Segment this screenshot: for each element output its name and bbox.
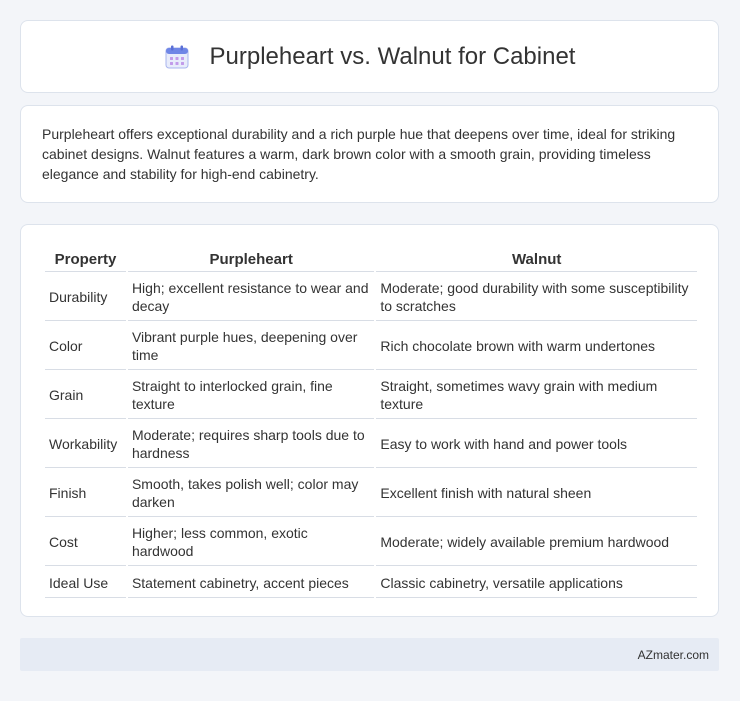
table-row bbox=[45, 470, 697, 517]
footer-site-link[interactable]: AZmater.com bbox=[637, 647, 709, 662]
walnut-cell: Easy to work with hand and power tools bbox=[376, 421, 697, 468]
property-cell: Cost bbox=[45, 519, 126, 566]
footer bbox=[20, 638, 719, 671]
purpleheart-cell: Vibrant purple hues, deepening over time bbox=[128, 323, 374, 370]
walnut-cell: Classic cabinetry, versatile applications bbox=[376, 568, 697, 598]
purpleheart-cell: Statement cabinetry, accent pieces bbox=[128, 568, 374, 598]
purpleheart-cell: Smooth, takes polish well; color may darken bbox=[128, 470, 374, 517]
column-header-property: Property bbox=[45, 247, 126, 272]
calendar-icon bbox=[164, 44, 190, 70]
purpleheart-cell: High; excellent resistance to wear and decay bbox=[128, 274, 374, 321]
header bbox=[164, 43, 576, 71]
column-header-purpleheart: Purpleheart bbox=[128, 247, 374, 272]
table-row bbox=[45, 274, 697, 321]
table-row bbox=[45, 323, 697, 370]
summary-text: Purpleheart offers exceptional durability and a rich purple hue that deepens over time, ideal for striking cabinet designs. Walnut features a warm, dark brown color with a smooth grain, providing timeless elegance and stability for high-end cabinetry. bbox=[42, 126, 676, 182]
walnut-cell: Moderate; good durability with some susceptibility to scratches bbox=[376, 274, 697, 321]
comparison-table bbox=[43, 245, 699, 600]
property-cell: Ideal Use bbox=[45, 568, 126, 598]
summary-card bbox=[20, 105, 719, 203]
comparison-card bbox=[20, 224, 719, 617]
table-header-row bbox=[45, 247, 697, 272]
walnut-cell: Moderate; widely available premium hardwood bbox=[376, 519, 697, 566]
walnut-cell: Excellent finish with natural sheen bbox=[376, 470, 697, 517]
purpleheart-cell: Straight to interlocked grain, fine texture bbox=[128, 372, 374, 419]
property-cell: Grain bbox=[45, 372, 126, 419]
table-row bbox=[45, 421, 697, 468]
header-card bbox=[20, 20, 719, 93]
column-header-walnut: Walnut bbox=[376, 247, 697, 272]
property-cell: Finish bbox=[45, 470, 126, 517]
table-row bbox=[45, 372, 697, 419]
purpleheart-cell: Higher; less common, exotic hardwood bbox=[128, 519, 374, 566]
walnut-cell: Straight, sometimes wavy grain with medium texture bbox=[376, 372, 697, 419]
property-cell: Color bbox=[45, 323, 126, 370]
table-row bbox=[45, 519, 697, 566]
purpleheart-cell: Moderate; requires sharp tools due to hardness bbox=[128, 421, 374, 468]
property-cell: Durability bbox=[45, 274, 126, 321]
page-title: Purpleheart vs. Walnut for Cabinet bbox=[209, 42, 576, 70]
table-row bbox=[45, 568, 697, 598]
walnut-cell: Rich chocolate brown with warm undertones bbox=[376, 323, 697, 370]
property-cell: Workability bbox=[45, 421, 126, 468]
